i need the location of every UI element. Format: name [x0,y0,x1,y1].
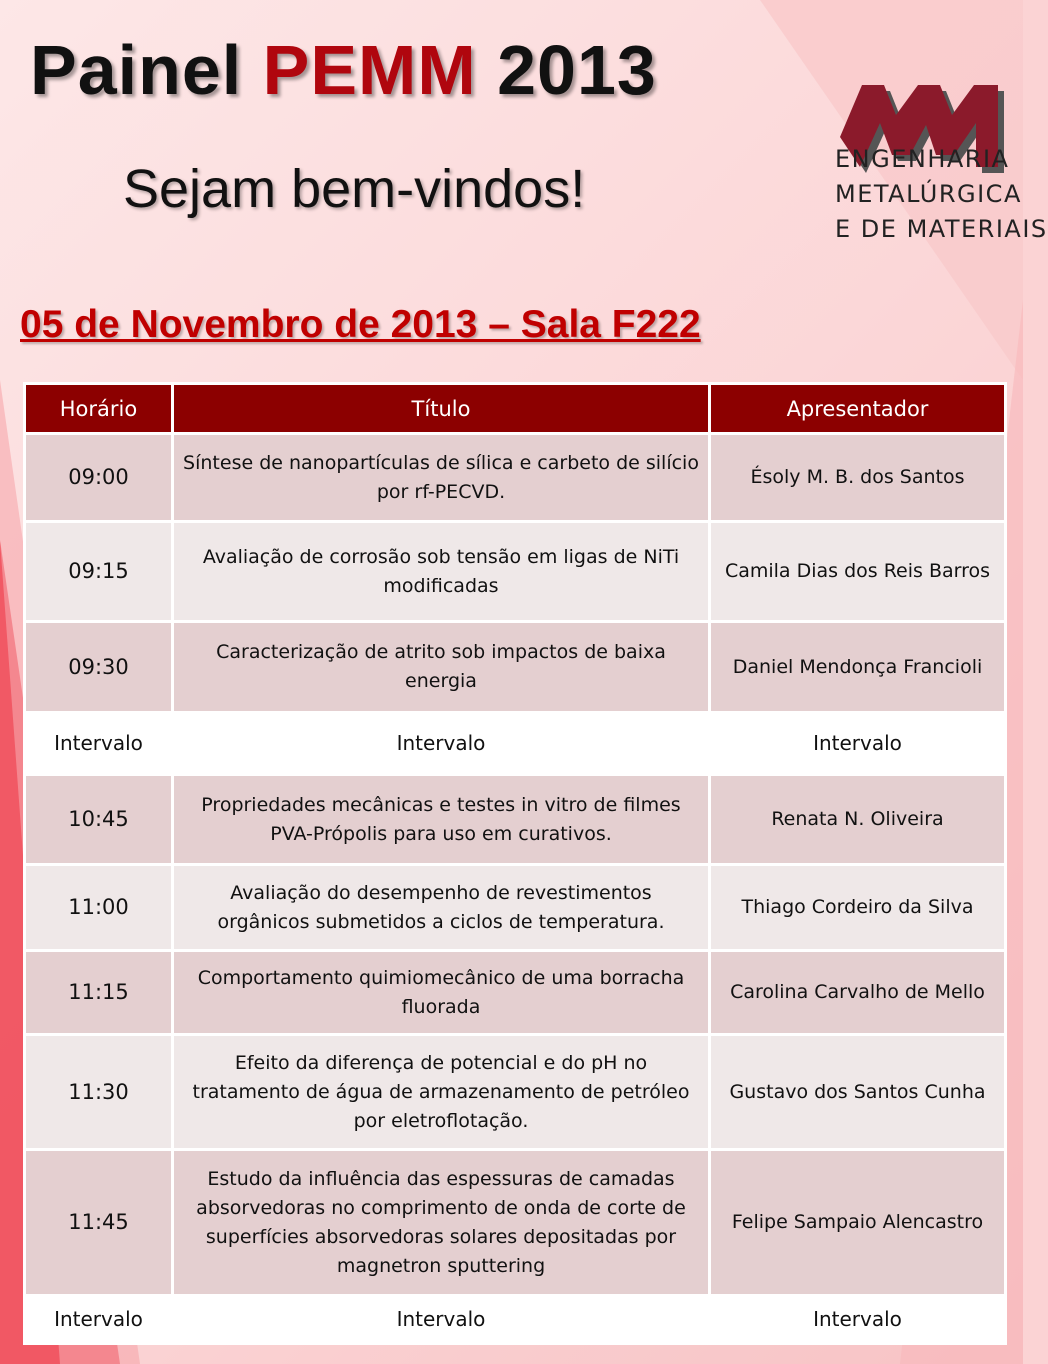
row-time: 11:30 [25,1035,173,1150]
row-title: Intervalo [173,1296,710,1344]
welcome-subtitle: Sejam bem-vindos! [123,159,586,219]
row-time: 11:45 [25,1150,173,1296]
row-title: Avaliação de corrosão sob tensão em ligas de NiTi modificadas [173,522,710,622]
row-presenter: Gustavo dos Santos Cunha [710,1035,1006,1150]
header-apresentador: Apresentador [710,384,1006,434]
row-title: Propriedades mecânicas e testes in vitro de filmes PVA-Própolis para uso em curativos. [173,775,710,865]
row-presenter: Felipe Sampaio Alencastro [710,1150,1006,1296]
table-row [25,865,1006,951]
row-title: Estudo da influência das espessuras de camadas absorvedoras no comprimento de onda de corte de superfícies absorvedoras solares depositadas por magnetron sputtering [173,1150,710,1296]
row-presenter: Carolina Carvalho de Mello [710,951,1006,1035]
table-row [25,434,1006,522]
row-time: Intervalo [25,1296,173,1344]
header-horario: Horário [25,384,173,434]
row-title: Comportamento quimiomecânico de uma borracha fluorada [173,951,710,1035]
schedule-table [23,382,1007,1345]
row-time: 09:30 [25,622,173,713]
logo-line-1: ENGENHARIA [835,145,1010,173]
table-row [25,622,1006,713]
row-presenter: Camila Dias dos Reis Barros [710,522,1006,622]
row-presenter: Thiago Cordeiro da Silva [710,865,1006,951]
row-time: 09:15 [25,522,173,622]
row-time: 10:45 [25,775,173,865]
table-row [25,1150,1006,1296]
table-row-break [25,713,1006,775]
row-title: Avaliação do desempenho de revestimentos orgânicos submetidos a ciclos de temperatura. [173,865,710,951]
date-location: 05 de Novembro de 2013 – Sala F222 [20,303,701,346]
row-presenter: Intervalo [710,1296,1006,1344]
title-pemm: PEMM [262,31,477,109]
row-presenter: Daniel Mendonça Francioli [710,622,1006,713]
row-presenter: Renata N. Oliveira [710,775,1006,865]
table-row [25,522,1006,622]
row-time: 11:15 [25,951,173,1035]
row-title: Caracterização de atrito sob impactos de baixa energia [173,622,710,713]
row-presenter: Intervalo [710,713,1006,775]
logo-line-3: E DE MATERIAIS [835,215,1048,243]
header-titulo: Título [173,384,710,434]
table-row [25,775,1006,865]
table-header-row [25,384,1006,434]
row-title: Síntese de nanopartículas de sílica e carbeto de silício por rf-PECVD. [173,434,710,522]
logo-line-2: METALÚRGICA [835,180,1022,208]
table-row-break [25,1296,1006,1344]
table-row [25,1035,1006,1150]
page-title [30,30,657,110]
title-year: 2013 [497,31,657,109]
row-presenter: Ésoly M. B. dos Santos [710,434,1006,522]
row-time: Intervalo [25,713,173,775]
row-title: Intervalo [173,713,710,775]
row-time: 09:00 [25,434,173,522]
row-time: 11:00 [25,865,173,951]
row-title: Efeito da diferença de potencial e do pH no tratamento de água de armazenamento de petróleo por eletroflotação. [173,1035,710,1150]
table-row [25,951,1006,1035]
title-painel: Painel [30,31,243,109]
logo-text [835,142,1048,247]
